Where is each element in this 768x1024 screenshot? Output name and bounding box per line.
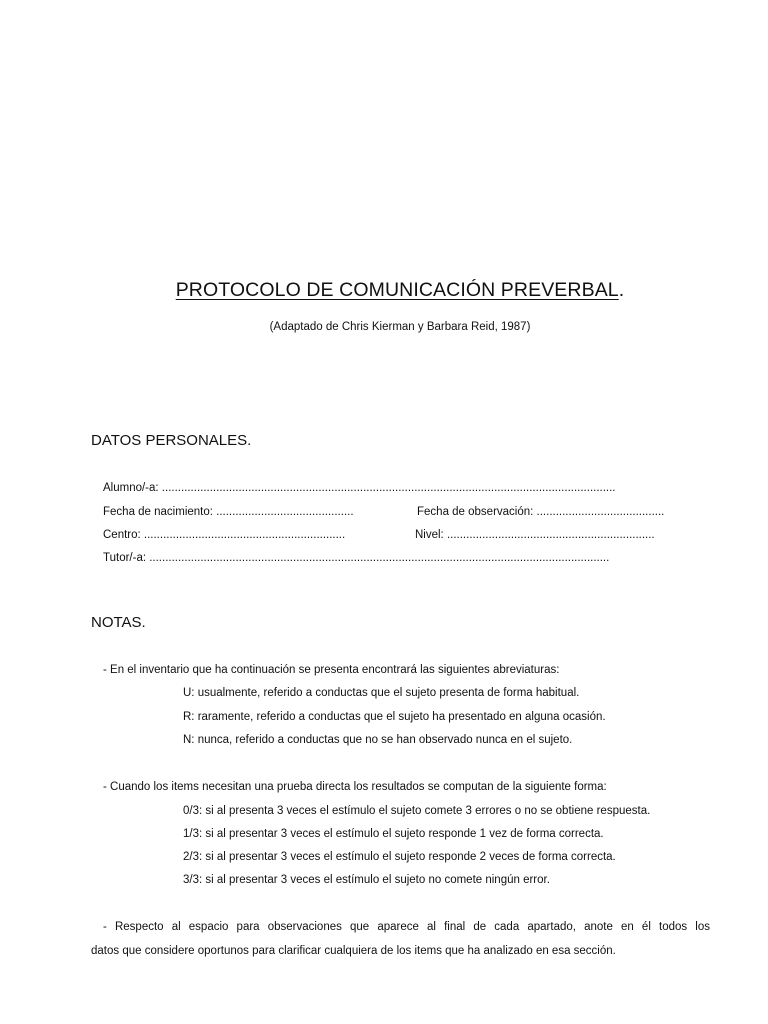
observations-note-line-1: - Respecto al espacio para observaciones que aparece al final de cada apartado, anote en él todos los	[103, 921, 710, 933]
score-2-3: 2/3: si al presentar 3 veces el estímulo el sujeto responde 2 veces de forma correcta.	[183, 851, 616, 863]
fecha-observacion-field[interactable]: Fecha de observación: ........................................	[417, 506, 665, 518]
personal-data-heading: DATOS PERSONALES.	[91, 432, 252, 449]
abbrev-r: R: raramente, referido a conductas que el sujeto ha presentado en alguna ocasión.	[183, 711, 606, 723]
abbrev-u: U: usualmente, referido a conductas que el sujeto presenta de forma habitual.	[183, 687, 580, 699]
centro-field[interactable]: Centro: ...............................................................	[103, 529, 346, 541]
items-intro: - Cuando los items necesitan una prueba directa los resultados se computan de la siguiente forma:	[103, 781, 607, 793]
abbrev-n: N: nunca, referido a conductas que no se han observado nunca en el sujeto.	[183, 734, 573, 746]
score-3-3: 3/3: si al presentar 3 veces el estímulo el sujeto no comete ningún error.	[183, 874, 550, 886]
document-title	[0, 279, 768, 302]
document-title-text: PROTOCOLO DE COMUNICACIÓN PREVERBAL	[175, 279, 619, 301]
abbrev-intro: - En el inventario que ha continuación se presenta encontrará las siguientes abreviaturas:	[103, 664, 560, 676]
alumno-field[interactable]: Alumno/-a: ..............................................................................................................................................	[103, 482, 616, 494]
fecha-nacimiento-field[interactable]: Fecha de nacimiento: ...........................................	[103, 506, 354, 518]
nivel-field[interactable]: Nivel: .................................................................	[415, 529, 655, 541]
document-title-period: .	[618, 279, 625, 301]
notes-heading: NOTAS.	[91, 614, 146, 631]
score-0-3: 0/3: si al presenta 3 veces el estímulo el sujeto comete 3 errores o no se obtiene respuesta.	[183, 805, 651, 817]
document-subtitle: (Adaptado de Chris Kierman y Barbara Reid, 1987)	[269, 321, 531, 333]
score-1-3: 1/3: si al presentar 3 veces el estímulo el sujeto responde 1 vez de forma correcta.	[183, 828, 604, 840]
tutor-field[interactable]: Tutor/-a: ................................................................................................................................................	[103, 552, 610, 564]
observations-note-line-2: datos que considere oportunos para clarificar cualquiera de los items que ha analizado en esa sección.	[91, 945, 616, 957]
